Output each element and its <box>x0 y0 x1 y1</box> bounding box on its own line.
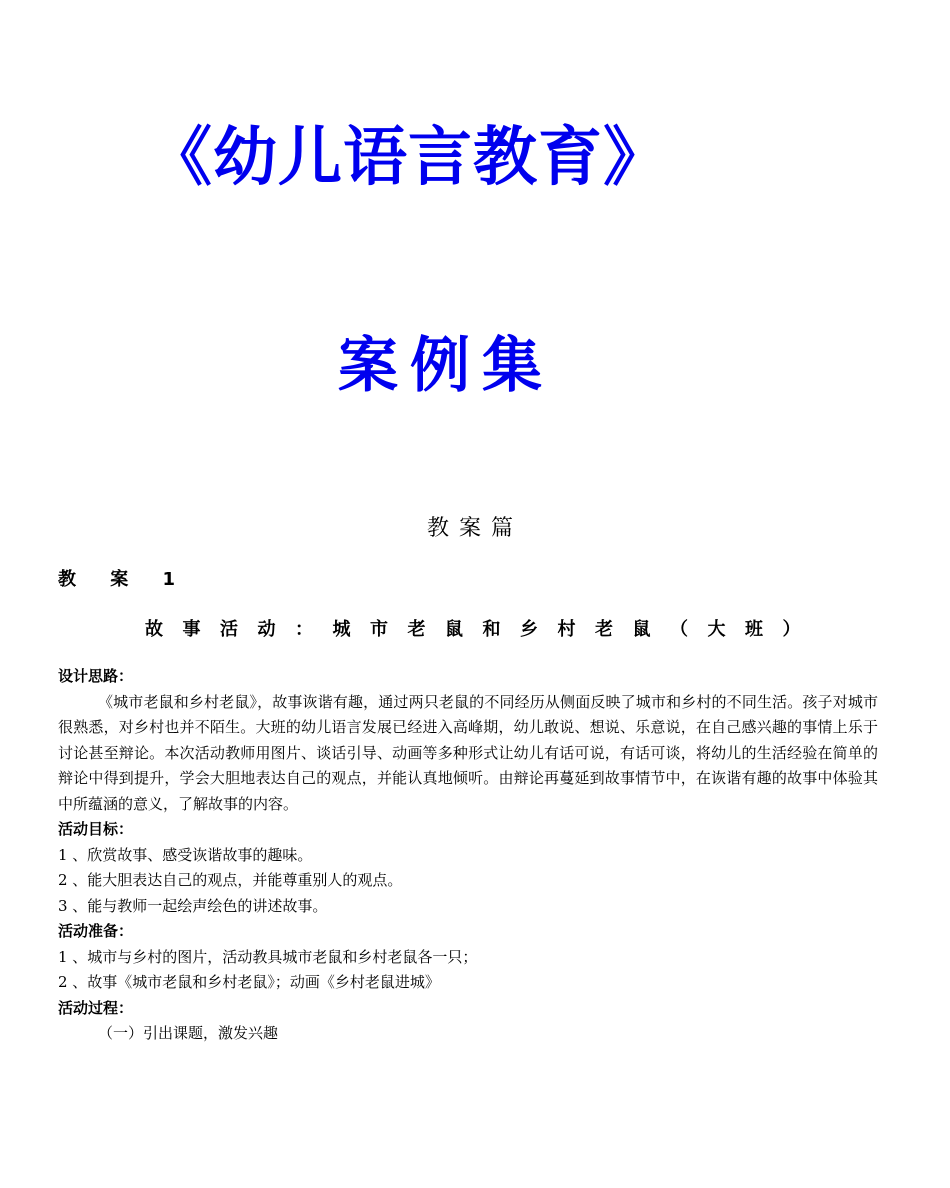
design-paragraph: 《城市老鼠和乡村老鼠》，故事诙谐有趣，通过两只老鼠的不同经历从侧面反映了城市和乡村的不同生活。孩子对城市很熟悉，对乡村也并不陌生。大班的幼儿语言发展已经进入高峰期，幼儿敢说、想说、乐意说，在自己感兴趣的事情上乐于讨论甚至辩论。本次活动教师用图片、谈话引导、动画等多种形式让幼儿有话可说，有话可谈，将幼儿的生活经验在简单的辩论中得到提升，学会大胆地表达自己的观点，并能认真地倾听。由辩论再蔓延到故事情节中，在诙谐有趣的故事中体验其中所蕴涵的意义，了解故事的内容。 <box>58 692 878 813</box>
goal-item: 3 、能与教师一起绘声绘色的讲述故事。 <box>58 896 328 915</box>
process-step: （一）引出课题，激发兴趣 <box>98 1024 279 1042</box>
goal-item: 2 、能大胆表达自己的观点，并能尊重别人的观点。 <box>58 871 403 889</box>
preparation-item: 1 、城市与乡村的图片，活动教具城市老鼠和乡村老鼠各一只； <box>58 947 478 966</box>
cover-title: 《幼儿语言教育》 <box>148 121 668 195</box>
lesson-body <box>58 664 878 1047</box>
goal-item: 1 、欣赏故事、感受诙谐故事的趣味。 <box>58 845 313 864</box>
activity-title: 故事活动：城市老鼠和乡村老鼠（大班） <box>145 619 820 640</box>
process-heading: 活动过程： <box>58 998 134 1017</box>
goals-heading: 活动目标： <box>58 820 134 838</box>
preparation-heading: 活动准备： <box>58 922 134 940</box>
design-heading: 设计思路： <box>58 667 134 685</box>
section-title: 教案篇 <box>426 516 523 541</box>
lesson-number: 教 案 1 <box>58 569 190 590</box>
cover-subtitle: 案例集 <box>338 331 554 401</box>
preparation-item: 2 、故事《城市老鼠和乡村老鼠》；动画《乡村老鼠进城》 <box>58 973 440 991</box>
